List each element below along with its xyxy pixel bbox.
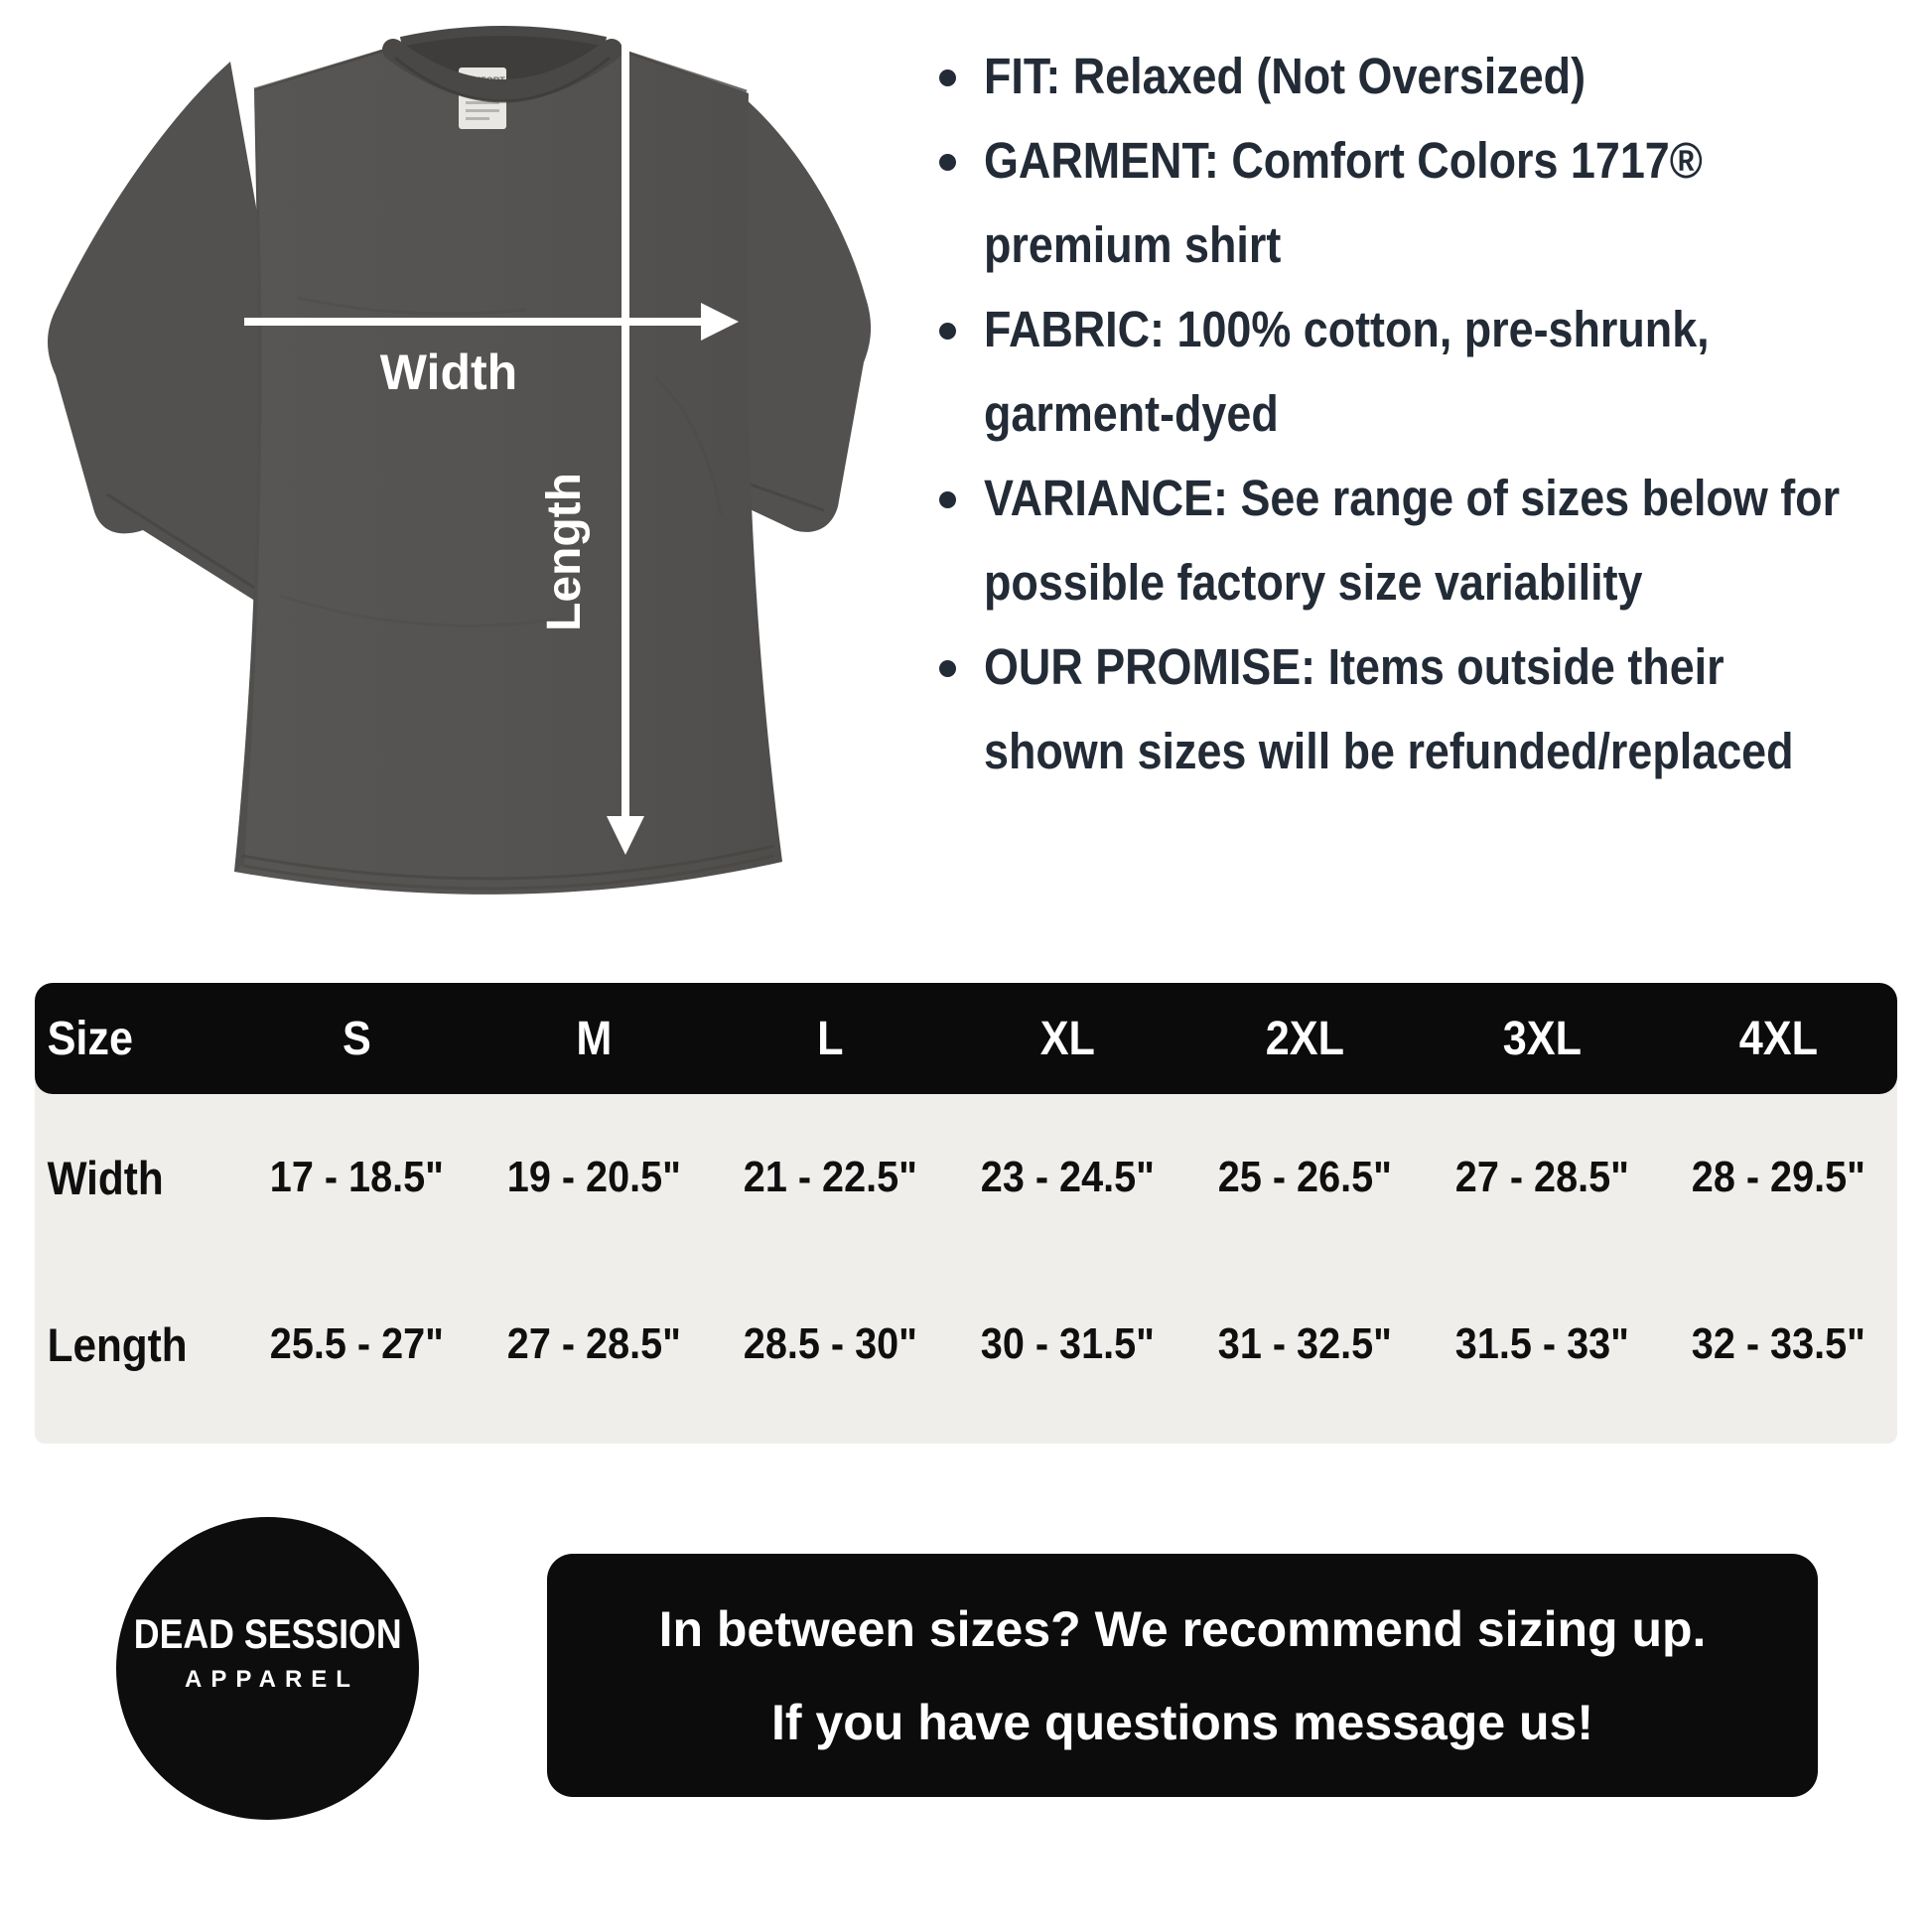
tee-body [234, 32, 782, 895]
size-cell: 17 - 18.5" [269, 1153, 444, 1201]
size-cell: 32 - 33.5" [1692, 1319, 1866, 1368]
product-details [939, 34, 1904, 793]
detail-text-line: Items outside their [1327, 638, 1725, 695]
tee-photo [0, 0, 913, 943]
bullet-icon [939, 491, 956, 508]
header-cell-3xl: 3XL [1502, 1012, 1582, 1065]
note-line-2: If you have questions message us! [770, 1694, 1594, 1750]
table-row-width [35, 1094, 1897, 1261]
size-cell: 25 - 26.5" [1217, 1153, 1392, 1201]
header-cell-xl: XL [1039, 1012, 1096, 1065]
tee-measurement-diagram [0, 0, 913, 943]
note-line-1: In between sizes? We recommend sizing up. [658, 1600, 1707, 1657]
header-cell-s: S [342, 1012, 371, 1065]
size-cell: 30 - 31.5" [980, 1319, 1156, 1368]
detail-label: FIT: [984, 48, 1061, 104]
detail-text-line: shown sizes will be refunded/replaced [984, 723, 1794, 779]
logo-brand-name: DEAD SESSION [133, 1609, 402, 1657]
detail-text-line: Comfort Colors 1717® [1231, 132, 1703, 189]
detail-item-variance [939, 456, 1904, 624]
row-label: Length [47, 1317, 188, 1371]
header-cell-size: Size [47, 1012, 134, 1065]
header-cell-l: L [817, 1012, 844, 1065]
bullet-icon [939, 660, 956, 677]
header-cell-m: M [576, 1012, 613, 1065]
size-table-body [35, 1078, 1897, 1444]
header-cell-4xl: 4XL [1739, 1012, 1819, 1065]
brand-logo [116, 1517, 419, 1820]
size-cell: 31.5 - 33" [1454, 1319, 1629, 1368]
bullet-icon [939, 154, 956, 171]
detail-label: GARMENT: [984, 132, 1219, 189]
detail-label: FABRIC: [984, 301, 1166, 357]
detail-text-line: possible factory size variability [984, 554, 1643, 611]
detail-label: OUR PROMISE: [984, 638, 1316, 695]
detail-label: VARIANCE: [984, 470, 1229, 526]
detail-text-line: 100% cotton, pre-shrunk, [1176, 301, 1710, 357]
size-cell: 27 - 28.5" [506, 1319, 681, 1368]
size-cell: 23 - 24.5" [980, 1153, 1156, 1201]
size-cell: 28 - 29.5" [1692, 1153, 1866, 1201]
neck-tag-brand-line2: COLORS [463, 86, 502, 96]
detail-item-fabric [939, 287, 1904, 456]
size-cell: 31 - 32.5" [1217, 1319, 1392, 1368]
size-cell: 19 - 20.5" [506, 1153, 681, 1201]
sizing-note-box [547, 1554, 1818, 1797]
size-cell: 25.5 - 27" [269, 1319, 444, 1368]
detail-item-garment [939, 118, 1904, 287]
size-cell: 21 - 22.5" [744, 1153, 918, 1201]
detail-text-line: Relaxed (Not Oversized) [1072, 48, 1587, 104]
header-cell-2xl: 2XL [1265, 1012, 1344, 1065]
detail-item-promise [939, 624, 1904, 793]
detail-item-fit [939, 34, 1904, 118]
bullet-icon [939, 69, 956, 86]
detail-text-line: garment-dyed [984, 385, 1279, 442]
table-row-length [35, 1261, 1897, 1428]
width-label: Width [379, 345, 518, 400]
length-label: Length [538, 473, 591, 631]
neck-tag-brand-line1: COMFORT [460, 75, 505, 85]
row-label: Width [47, 1151, 164, 1204]
bullet-icon [939, 323, 956, 340]
detail-text-line: See range of sizes below for [1240, 470, 1841, 526]
product-details-list [939, 34, 1904, 793]
size-cell: 28.5 - 30" [744, 1319, 918, 1368]
size-table-header [35, 983, 1897, 1094]
detail-text-line: premium shirt [984, 216, 1282, 273]
size-cell: 27 - 28.5" [1454, 1153, 1629, 1201]
logo-sub-label: APPAREL [185, 1665, 359, 1693]
